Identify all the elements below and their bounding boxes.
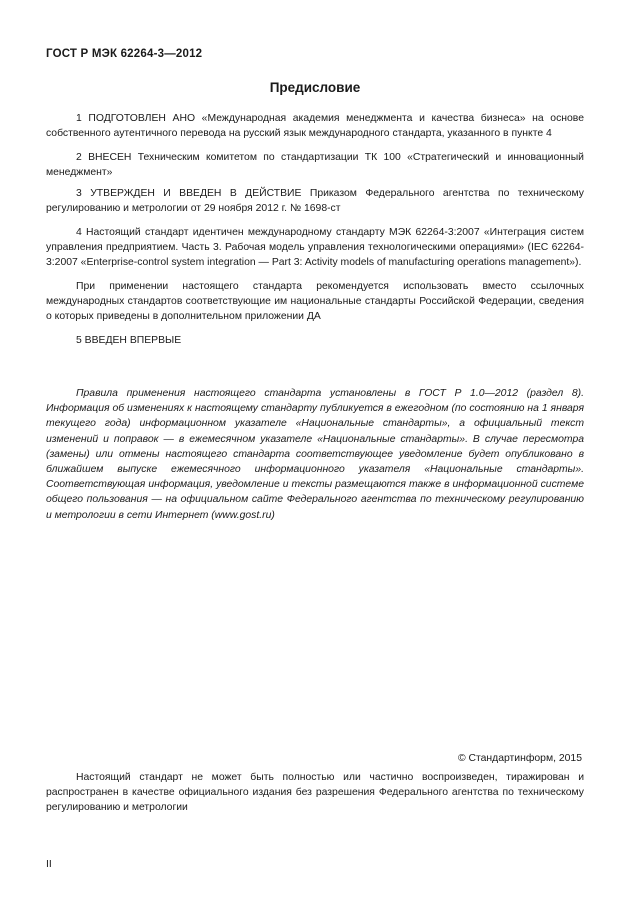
page-number: II bbox=[46, 859, 52, 870]
paragraph-4-identical: 4 Настоящий стандарт идентичен международному стандарту МЭК 62264-3:2007 «Интеграция систем управления предприятием. Часть 3. Рабочая модель управления технологическими операциями» (IEC 62264-3:2007 «Enterprise-control system integration — Part 3: Activity models of manufacturing operations management»). bbox=[46, 227, 584, 269]
notice-paragraph: Правила применения настоящего стандарта установлены в ГОСТ Р 1.0—2012 (раздел 8). Информация об изменениях к настоящему стандарту публикуется в ежегодном (по состоянию на 1 января текущего года) информационном указателе «Национальные стандарты», а официальный текст изменений и поправок — в ежемесячном указателе «Национальные стандарты». В случае пересмотра (замены) или отмены настоящего стандарта соответствующее уведомление будет опубликовано в ближайшем выпуске ежемесячного информационного указателя «Национальные стандарты». Соответствующая информация, уведомление и тексты размещаются также в информационной системе общего пользования — на официальном сайте Федерального агентства по техническому регулированию и метрологии в сети Интернет (www.gost.ru) bbox=[46, 388, 584, 521]
copyright-line: © Стандартинформ, 2015 bbox=[457, 753, 582, 764]
reproduction-notice: Настоящий стандарт не может быть полностью или частично воспроизведен, тиражирован и распространен в качестве официального издания без разрешения Федерального агентства по техническому регулированию и метрологии bbox=[46, 772, 584, 814]
page-title: Предисловие bbox=[269, 80, 361, 95]
paragraph-5-introduced: 5 ВВЕДЕН ВПЕРВЫЕ bbox=[76, 335, 182, 346]
paragraph-1-prepared: 1 ПОДГОТОВЛЕН АНО «Международная академия менеджмента и качества бизнеса» на основе собственного аутентичного перевода на русский язык международного стандарта, указанного в пункте 4 bbox=[46, 113, 584, 140]
paragraph-references: При применении настоящего стандарта рекомендуется использовать вместо ссылочных международных стандартов соответствующие им национальные стандарты Российской Федерации, сведения о которых приведены в дополнительном приложении ДА bbox=[46, 281, 584, 323]
paragraph-3-approved: 3 УТВЕРЖДЕН И ВВЕДЕН В ДЕЙСТВИЕ Приказом Федерального агентства по техническому регулированию и метрологии от 29 ноября 2012 г. № 1698-ст bbox=[46, 188, 584, 215]
paragraph-2-submitted: 2 ВНЕСЕН Техническим комитетом по стандартизации ТК 100 «Стратегический и инновационный менеджмент» bbox=[46, 152, 584, 179]
document-header-id: ГОСТ Р МЭК 62264-3—2012 bbox=[46, 48, 203, 60]
